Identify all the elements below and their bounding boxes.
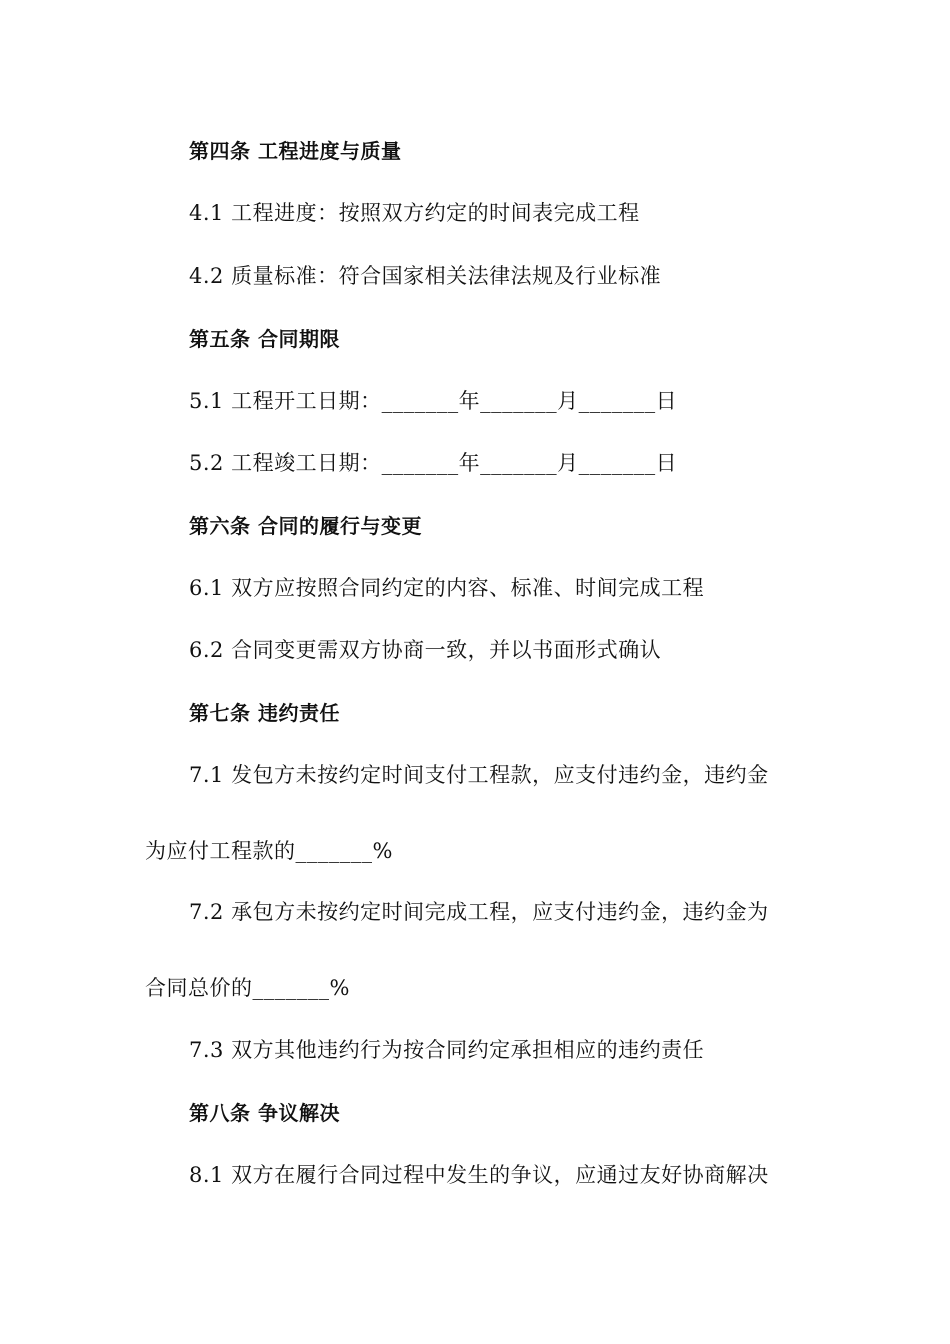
clause-4-2: 4.2 质量标准：符合国家相关法律法规及行业标准 — [189, 264, 662, 288]
section-heading-6: 第六条 合同的履行与变更 — [189, 514, 422, 538]
clause-6-2: 6.2 合同变更需双方协商一致，并以书面形式确认 — [189, 638, 662, 662]
clause-4-1: 4.1 工程进度：按照双方约定的时间表完成工程 — [189, 201, 640, 225]
clause-5-1: 5.1 工程开工日期：_______年_______月_______日 — [189, 389, 678, 413]
clause-5-2: 5.2 工程竣工日期：_______年_______月_______日 — [189, 451, 678, 475]
section-heading-8: 第八条 争议解决 — [189, 1101, 340, 1125]
clause-8-1: 8.1 双方在履行合同过程中发生的争议，应通过友好协商解决 — [189, 1163, 769, 1187]
clause-7-1-continued: 为应付工程款的_______% — [145, 839, 393, 863]
clause-7-2-continued: 合同总价的_______% — [145, 976, 350, 1000]
clause-7-3: 7.3 双方其他违约行为按合同约定承担相应的违约责任 — [189, 1038, 705, 1062]
clause-7-2: 7.2 承包方未按约定时间完成工程，应支付违约金，违约金为 — [189, 900, 769, 924]
section-heading-7: 第七条 违约责任 — [189, 701, 340, 725]
section-heading-5: 第五条 合同期限 — [189, 327, 340, 351]
section-heading-4: 第四条 工程进度与质量 — [189, 139, 402, 163]
clause-7-1: 7.1 发包方未按约定时间支付工程款，应支付违约金，违约金 — [189, 763, 769, 787]
clause-6-1: 6.1 双方应按照合同约定的内容、标准、时间完成工程 — [189, 576, 705, 600]
